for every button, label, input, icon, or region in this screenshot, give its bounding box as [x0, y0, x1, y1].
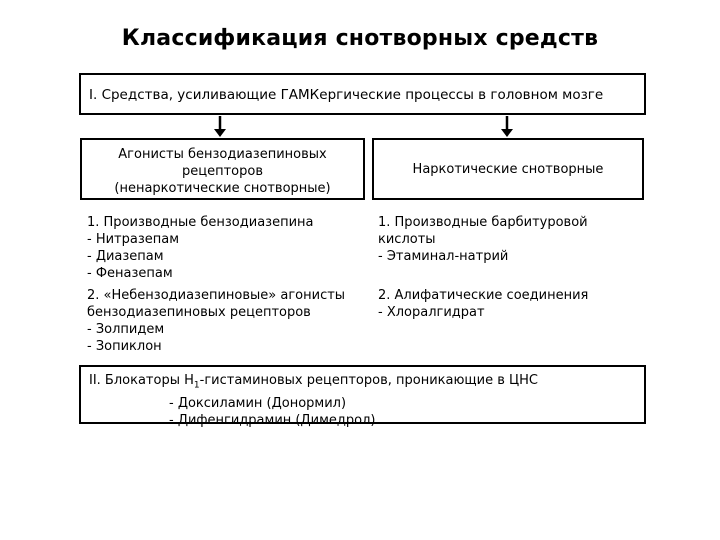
list-line: - Нитразепам [87, 232, 180, 247]
arrow-left-head [214, 129, 226, 137]
group-two-prefix: II. Блокаторы H [89, 373, 194, 388]
list-line: - Зопиклон [87, 339, 162, 354]
list-line: кислоты [378, 232, 436, 247]
right-box-label: Наркотические снотворные [412, 161, 604, 177]
list-line: - Дифенгидрамин (Димедрол) [169, 412, 376, 428]
list-line: 2. «Небензодиазепиновые» агонисты [87, 288, 346, 303]
group-two-subscript: 1 [193, 380, 200, 391]
group-two-heading [89, 372, 636, 395]
group-two-suffix: -гистаминовых рецепторов, проникающие в ЦНС [199, 373, 538, 388]
left-box-line: (ненаркотические снотворные) [114, 181, 331, 196]
list-line: - Диазепам [87, 249, 164, 264]
left-box-line: рецепторов [182, 164, 263, 179]
benzodiazepine-derivatives-block [87, 214, 313, 282]
non-benzodiazepine-agonists-block [87, 287, 345, 355]
group-one-label: I. Средства, усиливающие ГАМКергические процессы в головном мозге [89, 87, 604, 103]
list-line: 1. Производные бензодиазепина [87, 215, 314, 230]
list-line: - Доксиламин (Донормил) [169, 395, 347, 411]
benzodiazepine-agonists-box [80, 138, 365, 200]
list-line: - Феназепам [87, 266, 173, 281]
list-line: бензодиазепиновых рецепторов [87, 305, 311, 320]
left-box-line: Агонисты бензодиазепиновых [118, 147, 327, 162]
narcotic-hypnotics-box [372, 138, 644, 200]
aliphatic-compounds-block [378, 287, 588, 321]
barbiturate-derivatives-block [378, 214, 588, 265]
list-line: 2. Алифатические соединения [378, 288, 589, 303]
group-two-box [79, 365, 646, 428]
arrow-right-head [501, 129, 513, 137]
list-line: 1. Производные барбитуровой [378, 215, 588, 230]
list-line: - Этаминал-натрий [378, 249, 509, 264]
list-line: - Хлоралгидрат [378, 305, 485, 320]
diagram-title: Классификация снотворных средств [121, 26, 599, 51]
list-line: - Золпидем [87, 322, 165, 337]
